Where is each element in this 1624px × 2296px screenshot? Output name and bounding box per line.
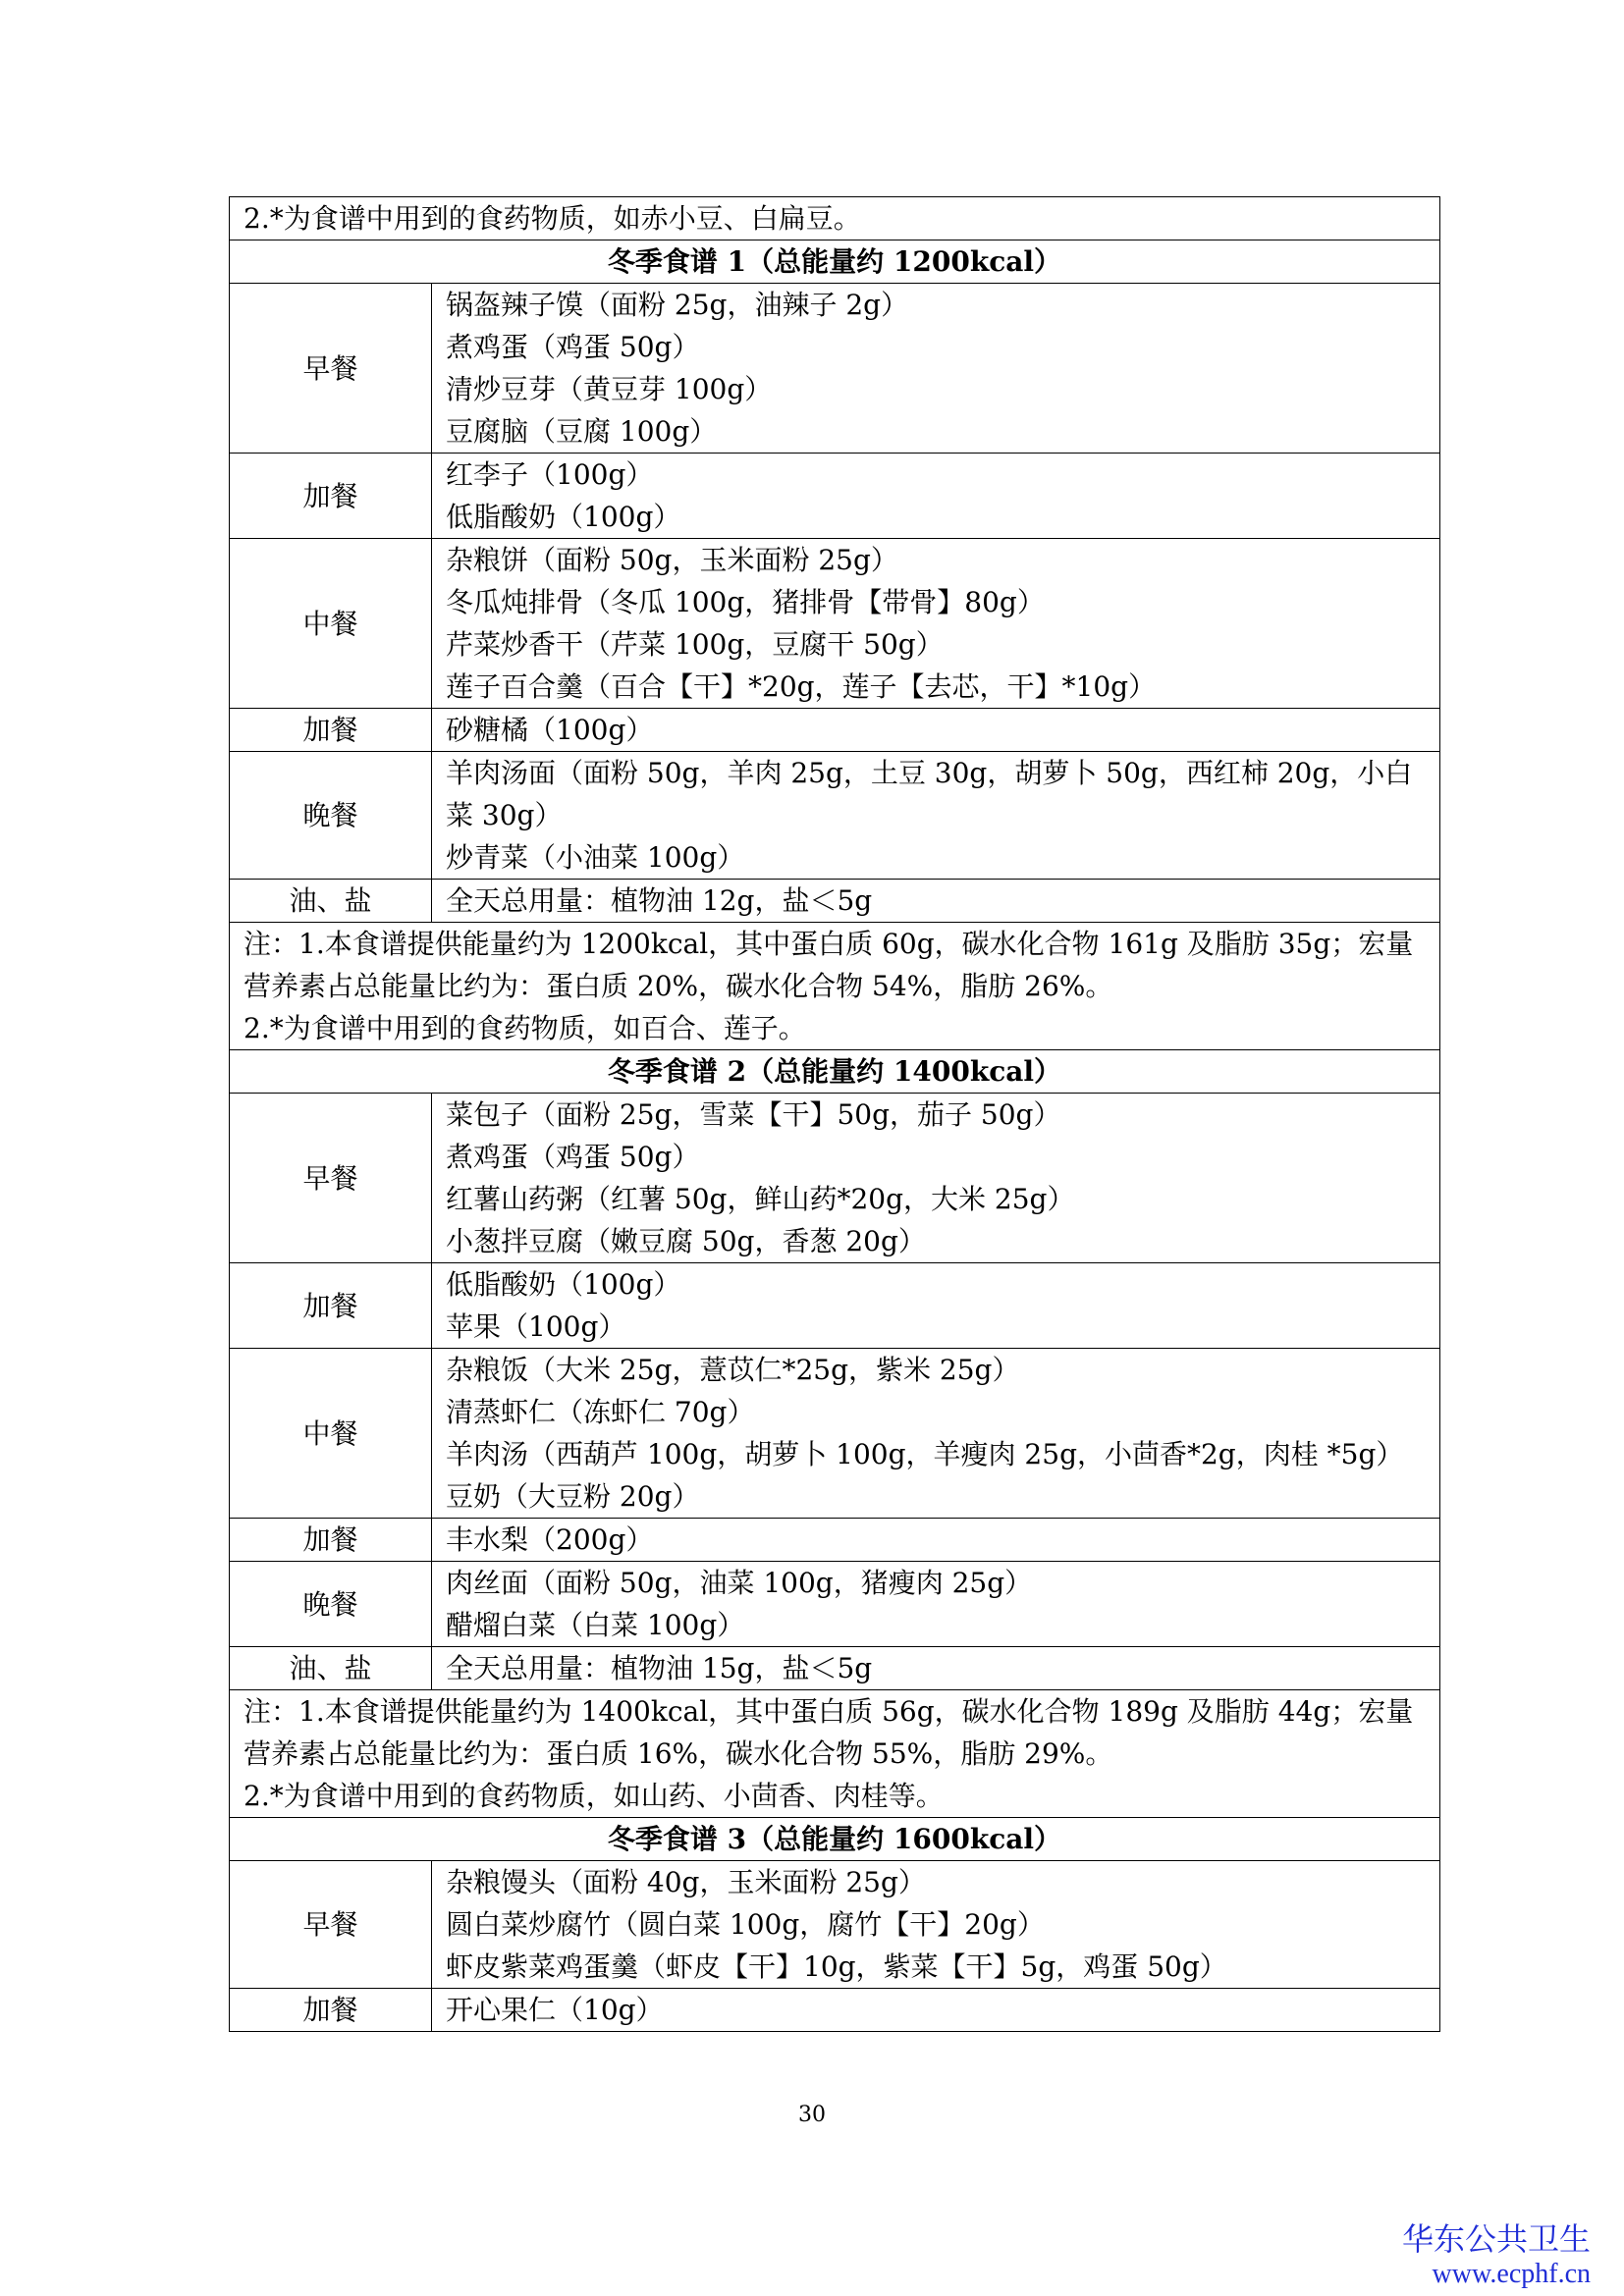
meal-name: 油、盐 <box>230 1647 432 1690</box>
food-item: 虾皮紫菜鸡蛋羹（虾皮【干】10g，紫菜【干】5g，鸡蛋 50g） <box>446 1950 1227 1983</box>
meal-items <box>432 1094 1440 1263</box>
menu-note <box>230 197 1440 240</box>
food-item: 全天总用量：植物油 12g，盐＜5g <box>446 884 873 917</box>
meal-row <box>230 1562 1440 1647</box>
food-item: 煮鸡蛋（鸡蛋 50g） <box>446 331 700 363</box>
food-item: 砂糖橘（100g） <box>446 714 654 746</box>
food-item: 清炒豆芽（黄豆芽 100g） <box>446 373 773 405</box>
food-item: 低脂酸奶（100g） <box>446 501 681 533</box>
menu-title: 冬季食谱 2（总能量约 1400kcal） <box>230 1050 1440 1094</box>
meal-items <box>432 1647 1440 1690</box>
food-item: 醋熘白菜（白菜 100g） <box>446 1609 745 1641</box>
food-item: 菜包子（面粉 25g，雪菜【干】50g，茄子 50g） <box>446 1098 1061 1131</box>
meal-row <box>230 1989 1440 2032</box>
title-row <box>230 240 1440 284</box>
food-item: 丰水梨（200g） <box>446 1523 654 1556</box>
meal-items <box>432 1562 1440 1647</box>
food-item: 羊肉汤面（面粉 50g，羊肉 25g，土豆 30g，胡萝卜 50g，西红柿 20g，小白菜 30g） <box>446 757 1413 831</box>
meal-row <box>230 1094 1440 1263</box>
food-item: 豆奶（大豆粉 20g） <box>446 1480 700 1513</box>
meal-name: 加餐 <box>230 1263 432 1349</box>
meal-row <box>230 539 1440 709</box>
meal-name: 加餐 <box>230 454 432 539</box>
note-line: 2.*为食谱中用到的食药物质，如百合、莲子。 <box>244 1012 806 1044</box>
meal-items <box>432 1519 1440 1562</box>
meal-items <box>432 1861 1440 1989</box>
note-row <box>230 1690 1440 1818</box>
food-item: 冬瓜炖排骨（冬瓜 100g，猪排骨【带骨】80g） <box>446 586 1045 618</box>
winter-menu-table <box>229 196 1440 2032</box>
meal-name: 加餐 <box>230 1989 432 2032</box>
meal-row <box>230 284 1440 454</box>
meal-items <box>432 454 1440 539</box>
food-item: 杂粮饼（面粉 50g，玉米面粉 25g） <box>446 544 898 576</box>
menu-title: 冬季食谱 1（总能量约 1200kcal） <box>230 240 1440 284</box>
food-item: 苹果（100g） <box>446 1310 626 1343</box>
food-item: 杂粮馒头（面粉 40g，玉米面粉 25g） <box>446 1866 926 1898</box>
food-item: 锅盔辣子馍（面粉 25g，油辣子 2g） <box>446 289 909 321</box>
food-item: 小葱拌豆腐（嫩豆腐 50g，香葱 20g） <box>446 1225 926 1257</box>
title-row <box>230 1818 1440 1861</box>
food-item: 低脂酸奶（100g） <box>446 1268 681 1301</box>
meal-row <box>230 1263 1440 1349</box>
watermark-url: www.ecphf.cn <box>1432 2259 1591 2289</box>
meal-items <box>432 284 1440 454</box>
meal-row <box>230 454 1440 539</box>
note-row <box>230 923 1440 1050</box>
meal-name: 早餐 <box>230 1094 432 1263</box>
note-line: 2.*为食谱中用到的食药物质，如山药、小茴香、肉桂等。 <box>244 1780 944 1812</box>
food-item: 羊肉汤（西葫芦 100g，胡萝卜 100g，羊瘦肉 25g，小茴香*2g，肉桂 *5g） <box>446 1438 1404 1470</box>
meal-items <box>432 880 1440 923</box>
meal-name: 油、盐 <box>230 880 432 923</box>
meal-name: 早餐 <box>230 284 432 454</box>
meal-row <box>230 1861 1440 1989</box>
watermark-name: 华东公共卫生 <box>1401 2221 1591 2257</box>
food-item: 杂粮饭（大米 25g，薏苡仁*25g，紫米 25g） <box>446 1354 1020 1386</box>
meal-row <box>230 1349 1440 1519</box>
meal-row <box>230 1519 1440 1562</box>
meal-items <box>432 752 1440 880</box>
food-item: 煮鸡蛋（鸡蛋 50g） <box>446 1141 700 1173</box>
food-item: 开心果仁（10g） <box>446 1994 664 2026</box>
food-item: 清蒸虾仁（冻虾仁 70g） <box>446 1396 755 1428</box>
food-item: 豆腐脑（豆腐 100g） <box>446 415 718 448</box>
note-line: 注：1.本食谱提供能量约为 1200kcal，其中蛋白质 60g，碳水化合物 161g 及脂肪 35g；宏量营养素占总能量比约为：蛋白质 20%，碳水化合物 54%，脂肪 26%。 <box>244 928 1414 1002</box>
note-row <box>230 197 1440 240</box>
meal-items <box>432 1349 1440 1519</box>
meal-row <box>230 752 1440 880</box>
food-item: 红李子（100g） <box>446 458 654 491</box>
meal-items <box>432 539 1440 709</box>
meal-row <box>230 709 1440 752</box>
meal-name: 早餐 <box>230 1861 432 1989</box>
meal-items <box>432 1263 1440 1349</box>
food-item: 肉丝面（面粉 50g，油菜 100g，猪瘦肉 25g） <box>446 1567 1033 1599</box>
watermark <box>1402 2220 1591 2291</box>
food-item: 圆白菜炒腐竹（圆白菜 100g，腐竹【干】20g） <box>446 1908 1045 1941</box>
menu-title: 冬季食谱 3（总能量约 1600kcal） <box>230 1818 1440 1861</box>
meal-row <box>230 1647 1440 1690</box>
meal-name: 中餐 <box>230 1349 432 1519</box>
title-row <box>230 1050 1440 1094</box>
food-item: 芹菜炒香干（芹菜 100g，豆腐干 50g） <box>446 628 944 661</box>
meal-name: 加餐 <box>230 709 432 752</box>
food-item: 红薯山药粥（红薯 50g，鲜山药*20g，大米 25g） <box>446 1183 1075 1215</box>
food-item: 炒青菜（小油菜 100g） <box>446 841 745 874</box>
meal-name: 晚餐 <box>230 1562 432 1647</box>
menu-note <box>230 923 1440 1050</box>
meal-items <box>432 1989 1440 2032</box>
note-line: 2.*为食谱中用到的食药物质，如赤小豆、白扁豆。 <box>244 202 861 235</box>
menu-note <box>230 1690 1440 1818</box>
meal-name: 加餐 <box>230 1519 432 1562</box>
meal-row <box>230 880 1440 923</box>
meal-name: 中餐 <box>230 539 432 709</box>
meal-items <box>432 709 1440 752</box>
food-item: 莲子百合羹（百合【干】*20g，莲子【去芯，干】*10g） <box>446 670 1157 703</box>
note-line: 注：1.本食谱提供能量约为 1400kcal，其中蛋白质 56g，碳水化合物 189g 及脂肪 44g；宏量营养素占总能量比约为：蛋白质 16%，碳水化合物 55%，脂肪 29%。 <box>244 1695 1414 1770</box>
meal-name: 晚餐 <box>230 752 432 880</box>
food-item: 全天总用量：植物油 15g，盐＜5g <box>446 1652 873 1684</box>
page-number: 30 <box>798 2103 826 2127</box>
